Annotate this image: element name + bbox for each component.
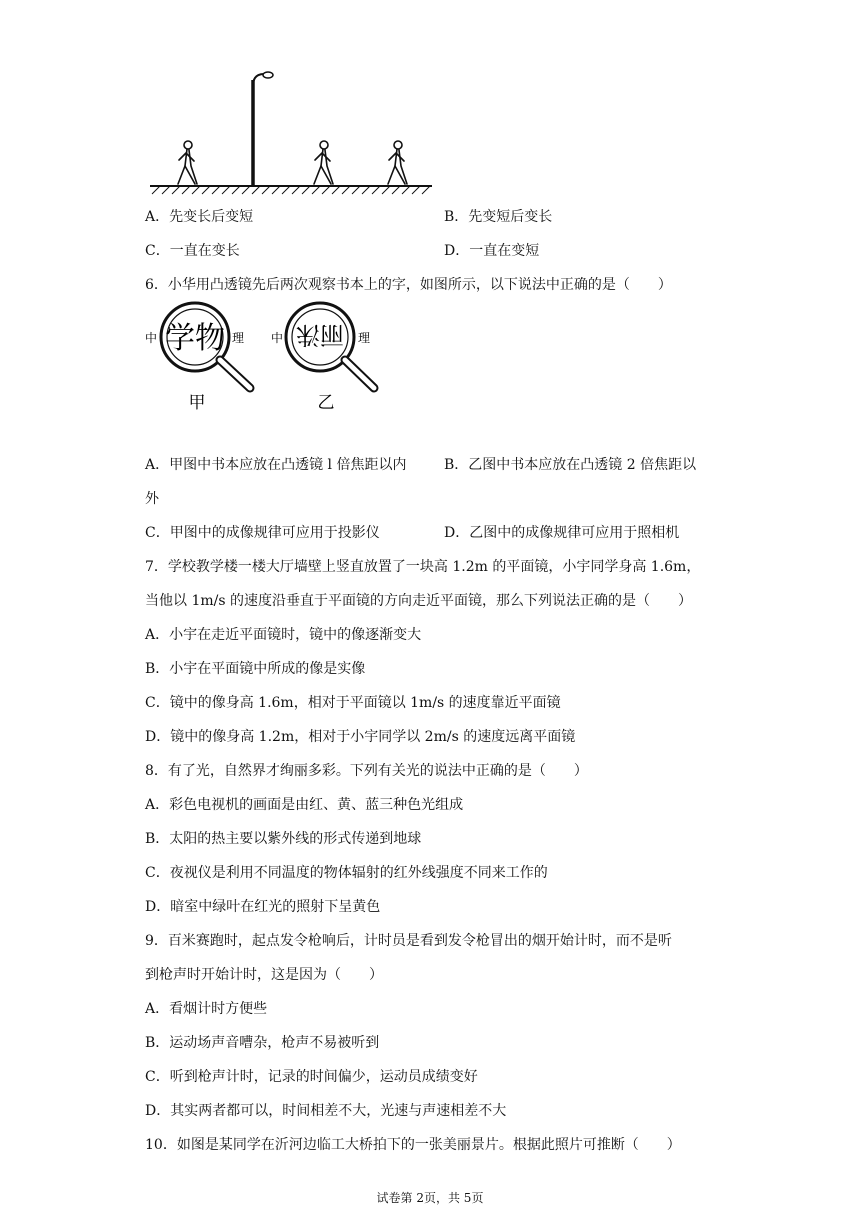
q7-option-c: C．镜中的像身高 1.6m，相对于平面镜以 1m/s 的速度靠近平面镜 xyxy=(145,695,561,711)
magnifier-yi xyxy=(271,303,374,413)
jia-magnified-text: 学物 xyxy=(165,321,225,356)
q9-option-a: A．看烟计时方便些 xyxy=(145,1001,268,1017)
walking-person-icon xyxy=(314,141,333,184)
magnifier-figure xyxy=(0,300,860,420)
q8-stem: 8．有了光，自然界才绚丽多彩。下列有关光的说法中正确的是（ ） xyxy=(145,763,588,779)
q9-option-c: C．听到枪声计时，记录的时间偏少，运动员成绩变好 xyxy=(145,1069,478,1085)
q8-option-d: D．暗室中绿叶在红光的照射下呈黄色 xyxy=(145,899,381,915)
q8-option-b: B．太阳的热主要以紫外线的形式传递到地球 xyxy=(145,831,422,847)
q8-option-a: A．彩色电视机的画面是由红、黄、蓝三种色光组成 xyxy=(145,797,464,813)
q10-stem: 10．如图是某同学在沂河边临工大桥拍下的一张美丽景片。根据此照片可推断（ ） xyxy=(145,1137,681,1153)
q5-option-d: D．一直在变短 xyxy=(444,243,540,259)
q7-stem-line-2: 当他以 1m/s 的速度沿垂直于平面镜的方向走近平面镜，那么下列说法正确的是（ ） xyxy=(145,593,692,609)
q6-option-b: B．乙图中书本应放在凸透镜 2 倍焦距以 xyxy=(444,457,697,473)
q7-option-b: B．小宇在平面镜中所成的像是实像 xyxy=(145,661,366,677)
magnifier-jia xyxy=(145,303,250,413)
q9-stem-line-2: 到枪声时开始计时，这是因为（ ） xyxy=(145,967,383,983)
lamp-post xyxy=(253,72,273,186)
jia-small-char-1: 中 xyxy=(145,331,158,345)
yi-inverted-text: 丽洙 xyxy=(296,321,344,349)
q9-option-d: D．其实两者都可以，时间相差不大，光速与声速相差不大 xyxy=(145,1103,507,1119)
q6-option-b-cont: 外 xyxy=(145,491,159,507)
q6-option-d: D．乙图中的成像规律可应用于照相机 xyxy=(444,525,680,541)
walking-person-icon xyxy=(388,141,407,184)
q6-stem: 6．小华用凸透镜先后两次观察书本上的字，如图所示，以下说法中正确的是（ ） xyxy=(145,277,672,293)
q7-option-d: D．镜中的像身高 1.2m，相对于小宇同学以 2m/s 的速度远离平面镜 xyxy=(145,729,576,745)
yi-caption: 乙 xyxy=(317,393,335,413)
q8-option-c: C．夜视仪是利用不同温度的物体辐射的红外线强度不同来工作的 xyxy=(145,865,548,881)
q9-stem-line-1: 9．百米赛跑时，起点发令枪响后，计时员是看到发令枪冒出的烟开始计时，而不是听 xyxy=(145,933,672,949)
q5-option-b: B．先变短后变长 xyxy=(444,209,553,225)
walking-person-icon xyxy=(178,141,197,184)
streetlamp-figure xyxy=(0,0,860,200)
q5-option-c: C．一直在变长 xyxy=(145,243,240,259)
q6-option-c: C．甲图中的成像规律可应用于投影仪 xyxy=(145,525,380,541)
q9-option-b: B．运动场声音嘈杂，枪声不易被听到 xyxy=(145,1035,380,1051)
page-footer: 试卷第 2页，共 5页 xyxy=(376,1191,484,1205)
yi-small-char-2: 理 xyxy=(358,331,371,345)
q6-option-a: A．甲图中书本应放在凸透镜 l 倍焦距以内 xyxy=(145,457,407,473)
q7-option-a: A．小宇在走近平面镜时，镜中的像逐渐变大 xyxy=(145,627,422,643)
jia-small-char-2: 理 xyxy=(232,331,245,345)
yi-small-char-1: 中 xyxy=(271,331,284,345)
q5-option-a: A．先变长后变短 xyxy=(145,209,254,225)
jia-caption: 甲 xyxy=(188,393,206,413)
ground-hatching xyxy=(152,186,430,194)
q7-stem-line-1: 7．学校教学楼一楼大厅墙壁上竖直放置了一块高 1.2m 的平面镜，小宇同学身高 1.6m， xyxy=(145,559,701,575)
